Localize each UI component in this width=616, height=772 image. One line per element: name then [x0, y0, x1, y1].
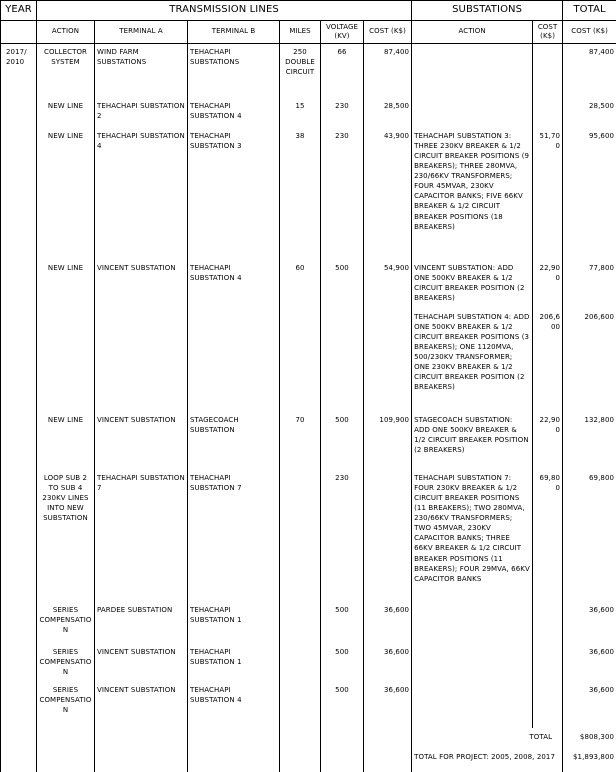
miles-cell: [280, 682, 321, 728]
cost-cell: 28,500: [364, 98, 412, 128]
substation-cost-cell: [533, 98, 563, 128]
header-substations: SUBSTATIONS: [412, 1, 563, 21]
terminal-b-cell: [188, 306, 280, 412]
total-row-empty-cell: [1, 728, 37, 750]
total-value: $808,300: [563, 728, 616, 750]
project-total-empty-cell: [37, 750, 95, 772]
total-row-empty-cell: [95, 728, 188, 750]
miles-cell: [280, 644, 321, 682]
terminal-a-cell: TEHACHAPI SUBSTATION 4: [95, 128, 188, 260]
terminal-a-cell: VINCENT SUBSTATION: [95, 682, 188, 728]
total-row: [1, 728, 616, 750]
header-year: YEAR: [1, 1, 37, 21]
terminal-a-cell: TEHACHAPI SUBSTATION 7: [95, 470, 188, 602]
total-cost-cell: 87,400: [563, 44, 616, 98]
action-cell: NEW LINE: [37, 98, 95, 128]
column-header-voltage: VOLTAGE (KV): [321, 21, 364, 44]
terminal-b-cell: TEHACHAPI SUBSTATION 3: [188, 128, 280, 260]
year-cell: [1, 644, 37, 682]
table-row: [1, 412, 616, 470]
total-cost-cell: 206,600: [563, 306, 616, 412]
project-total-label: TOTAL FOR PROJECT: 2005, 2008, 2017: [412, 750, 563, 772]
voltage-cell: 230: [321, 470, 364, 602]
terminal-a-cell: PARDEE SUBSTATION: [95, 602, 188, 644]
year-cell: 2017/ 2010: [1, 44, 37, 98]
miles-cell: 70: [280, 412, 321, 470]
header-transmission-lines: TRANSMISSION LINES: [37, 1, 412, 21]
column-header-row: [1, 21, 616, 44]
cost-cell: 36,600: [364, 682, 412, 728]
voltage-cell: 500: [321, 412, 364, 470]
terminal-b-cell: TEHACHAPI SUBSTATION 7: [188, 470, 280, 602]
project-total-empty-cell: [95, 750, 188, 772]
miles-cell: 38: [280, 128, 321, 260]
voltage-cell: 230: [321, 128, 364, 260]
cost-cell: 87,400: [364, 44, 412, 98]
voltage-cell: 500: [321, 644, 364, 682]
substation-action-cell: [412, 682, 533, 728]
substation-cost-cell: 22,900: [533, 260, 563, 306]
year-cell: [1, 306, 37, 412]
total-row-empty-cell: [188, 728, 280, 750]
column-header-cost: COST (K$): [364, 21, 412, 44]
terminal-a-cell: VINCENT SUBSTATION: [95, 260, 188, 306]
column-header-sub-cost: COST (K$): [533, 21, 563, 44]
total-cost-cell: 77,800: [563, 260, 616, 306]
column-header-terminal-a: TERMINAL A: [95, 21, 188, 44]
action-cell: SERIES COMPENSATION: [37, 644, 95, 682]
table-row: [1, 44, 616, 98]
substation-action-cell: [412, 602, 533, 644]
substation-cost-cell: [533, 644, 563, 682]
substation-action-cell: [412, 44, 533, 98]
cost-cell: 36,600: [364, 602, 412, 644]
total-cost-cell: 69,800: [563, 470, 616, 602]
voltage-cell: 500: [321, 602, 364, 644]
miles-cell: 60: [280, 260, 321, 306]
action-cell: NEW LINE: [37, 260, 95, 306]
terminal-b-cell: TEHACHAPI SUBSTATION 4: [188, 260, 280, 306]
cost-cell: 36,600: [364, 644, 412, 682]
year-cell: [1, 412, 37, 470]
total-cost-cell: 132,800: [563, 412, 616, 470]
table-row: [1, 306, 616, 412]
voltage-cell: 66: [321, 44, 364, 98]
action-cell: SERIES COMPENSATION: [37, 682, 95, 728]
table-row: [1, 98, 616, 128]
total-cost-cell: 95,600: [563, 128, 616, 260]
terminal-a-cell: TEHACHAPI SUBSTATION 2: [95, 98, 188, 128]
table-row: [1, 602, 616, 644]
total-cost-cell: 36,600: [563, 602, 616, 644]
terminal-b-cell: STAGECOACH SUBSTATION: [188, 412, 280, 470]
header-total: TOTAL: [563, 1, 616, 21]
action-cell: NEW LINE: [37, 128, 95, 260]
substation-cost-cell: 206,600: [533, 306, 563, 412]
terminal-a-cell: VINCENT SUBSTATION: [95, 412, 188, 470]
cost-cell: [364, 306, 412, 412]
project-total-empty-cell: [188, 750, 280, 772]
miles-cell: [280, 470, 321, 602]
project-total-empty-cell: [364, 750, 412, 772]
table-row: [1, 644, 616, 682]
voltage-cell: 500: [321, 260, 364, 306]
total-cost-cell: 36,600: [563, 644, 616, 682]
column-header-terminal-b: TERMINAL B: [188, 21, 280, 44]
column-header-year-blank: [1, 21, 37, 44]
table-row: [1, 128, 616, 260]
substation-cost-cell: [533, 44, 563, 98]
substation-cost-cell: [533, 682, 563, 728]
miles-cell: 15: [280, 98, 321, 128]
action-cell: NEW LINE: [37, 412, 95, 470]
terminal-a-cell: VINCENT SUBSTATION: [95, 644, 188, 682]
action-cell: COLLECTOR SYSTEM: [37, 44, 95, 98]
year-cell: [1, 98, 37, 128]
year-cell: [1, 470, 37, 602]
year-cell: [1, 128, 37, 260]
year-cell: [1, 682, 37, 728]
cost-cell: [364, 470, 412, 602]
year-cell: [1, 260, 37, 306]
project-total-empty-cell: [321, 750, 364, 772]
terminal-b-cell: TEHACHAPI SUBSTATION 4: [188, 682, 280, 728]
total-label: TOTAL: [412, 728, 563, 750]
table-row: [1, 470, 616, 602]
project-total-empty-cell: [1, 750, 37, 772]
column-header-sub-action: ACTION: [412, 21, 533, 44]
substation-action-cell: TEHACHAPI SUBSTATION 4: ADD ONE 500KV BREAKER & 1/2 CIRCUIT BREAKER POSITIONS (3 BREAKERS); ONE 1120MVA, 500/230KV TRANSFORMER; ONE 230KV BREAKER & 1/2 CIRCUIT BREAKER POSITION (2 BREAKERS): [412, 306, 533, 412]
substation-cost-cell: 69,800: [533, 470, 563, 602]
voltage-cell: [321, 306, 364, 412]
column-header-miles: MILES: [280, 21, 321, 44]
miles-cell: [280, 602, 321, 644]
action-cell: [37, 306, 95, 412]
project-total-row: [1, 750, 616, 772]
substation-action-cell: TEHACHAPI SUBSTATION 3: THREE 230KV BREAKER & 1/2 CIRCUIT BREAKER POSITIONS (9 BREAKERS); THREE 280MVA, 230/66KV TRANSFORMERS; FOUR 45MVAR, 230KV CAPACITOR BANKS; FIVE 66KV BREAKER & 1/2 CIRCUIT BREAKER POSITIONS (18 BREAKERS): [412, 128, 533, 260]
substation-action-cell: STAGECOACH SUBSTATION: ADD ONE 500KV BREAKER & 1/2 CIRCUIT BREAKER POSITION (2 BREAKERS): [412, 412, 533, 470]
table-row: [1, 682, 616, 728]
total-row-empty-cell: [37, 728, 95, 750]
terminal-b-cell: TEHACHAPI SUBSTATIONS: [188, 44, 280, 98]
terminal-b-cell: TEHACHAPI SUBSTATION 1: [188, 644, 280, 682]
year-cell: [1, 602, 37, 644]
voltage-cell: 230: [321, 98, 364, 128]
substation-action-cell: TEHACHAPI SUBSTATION 7: FOUR 230KV BREAKER & 1/2 CIRCUIT BREAKER POSITIONS (11 BREAKERS); TWO 280MVA, 230/66KV TRANSFORMERS; TWO 45MVAR, 230KV CAPACITOR BANKS; THREE 66KV BREAKER & 1/2 CIRCUIT BREAKER POSITIONS (11 BREAKERS); FOUR 29MVA, 66KV CAPACITOR BANKS: [412, 470, 533, 602]
total-cost-cell: 28,500: [563, 98, 616, 128]
project-total-empty-cell: [280, 750, 321, 772]
substation-cost-cell: [533, 602, 563, 644]
voltage-cell: 500: [321, 682, 364, 728]
action-cell: SERIES COMPENSATION: [37, 602, 95, 644]
substation-cost-cell: 51,700: [533, 128, 563, 260]
cost-cell: 54,900: [364, 260, 412, 306]
total-row-empty-cell: [364, 728, 412, 750]
miles-cell: [280, 306, 321, 412]
cost-cell: 109,900: [364, 412, 412, 470]
terminal-a-cell: [95, 306, 188, 412]
terminal-a-cell: WIND FARM SUBSTATIONS: [95, 44, 188, 98]
terminal-b-cell: TEHACHAPI SUBSTATION 4: [188, 98, 280, 128]
action-cell: LOOP SUB 2 TO SUB 4 230KV LINES INTO NEW SUBSTATION: [37, 470, 95, 602]
total-row-empty-cell: [321, 728, 364, 750]
column-header-action: ACTION: [37, 21, 95, 44]
project-total-value: $1,893,800: [563, 750, 616, 772]
total-cost-cell: 36,600: [563, 682, 616, 728]
substation-action-cell: [412, 644, 533, 682]
table-row: [1, 260, 616, 306]
total-row-empty-cell: [280, 728, 321, 750]
header-group-row: [1, 1, 616, 21]
terminal-b-cell: TEHACHAPI SUBSTATION 1: [188, 602, 280, 644]
substation-action-cell: VINCENT SUBSTATION: ADD ONE 500KV BREAKER & 1/2 CIRCUIT BREAKER POSITION (2 BREAKERS): [412, 260, 533, 306]
miles-cell: 250 DOUBLE CIRCUIT: [280, 44, 321, 98]
cost-cell: 43,900: [364, 128, 412, 260]
substation-action-cell: [412, 98, 533, 128]
column-header-total-cost: COST (K$): [563, 21, 616, 44]
substation-cost-cell: 22,900: [533, 412, 563, 470]
